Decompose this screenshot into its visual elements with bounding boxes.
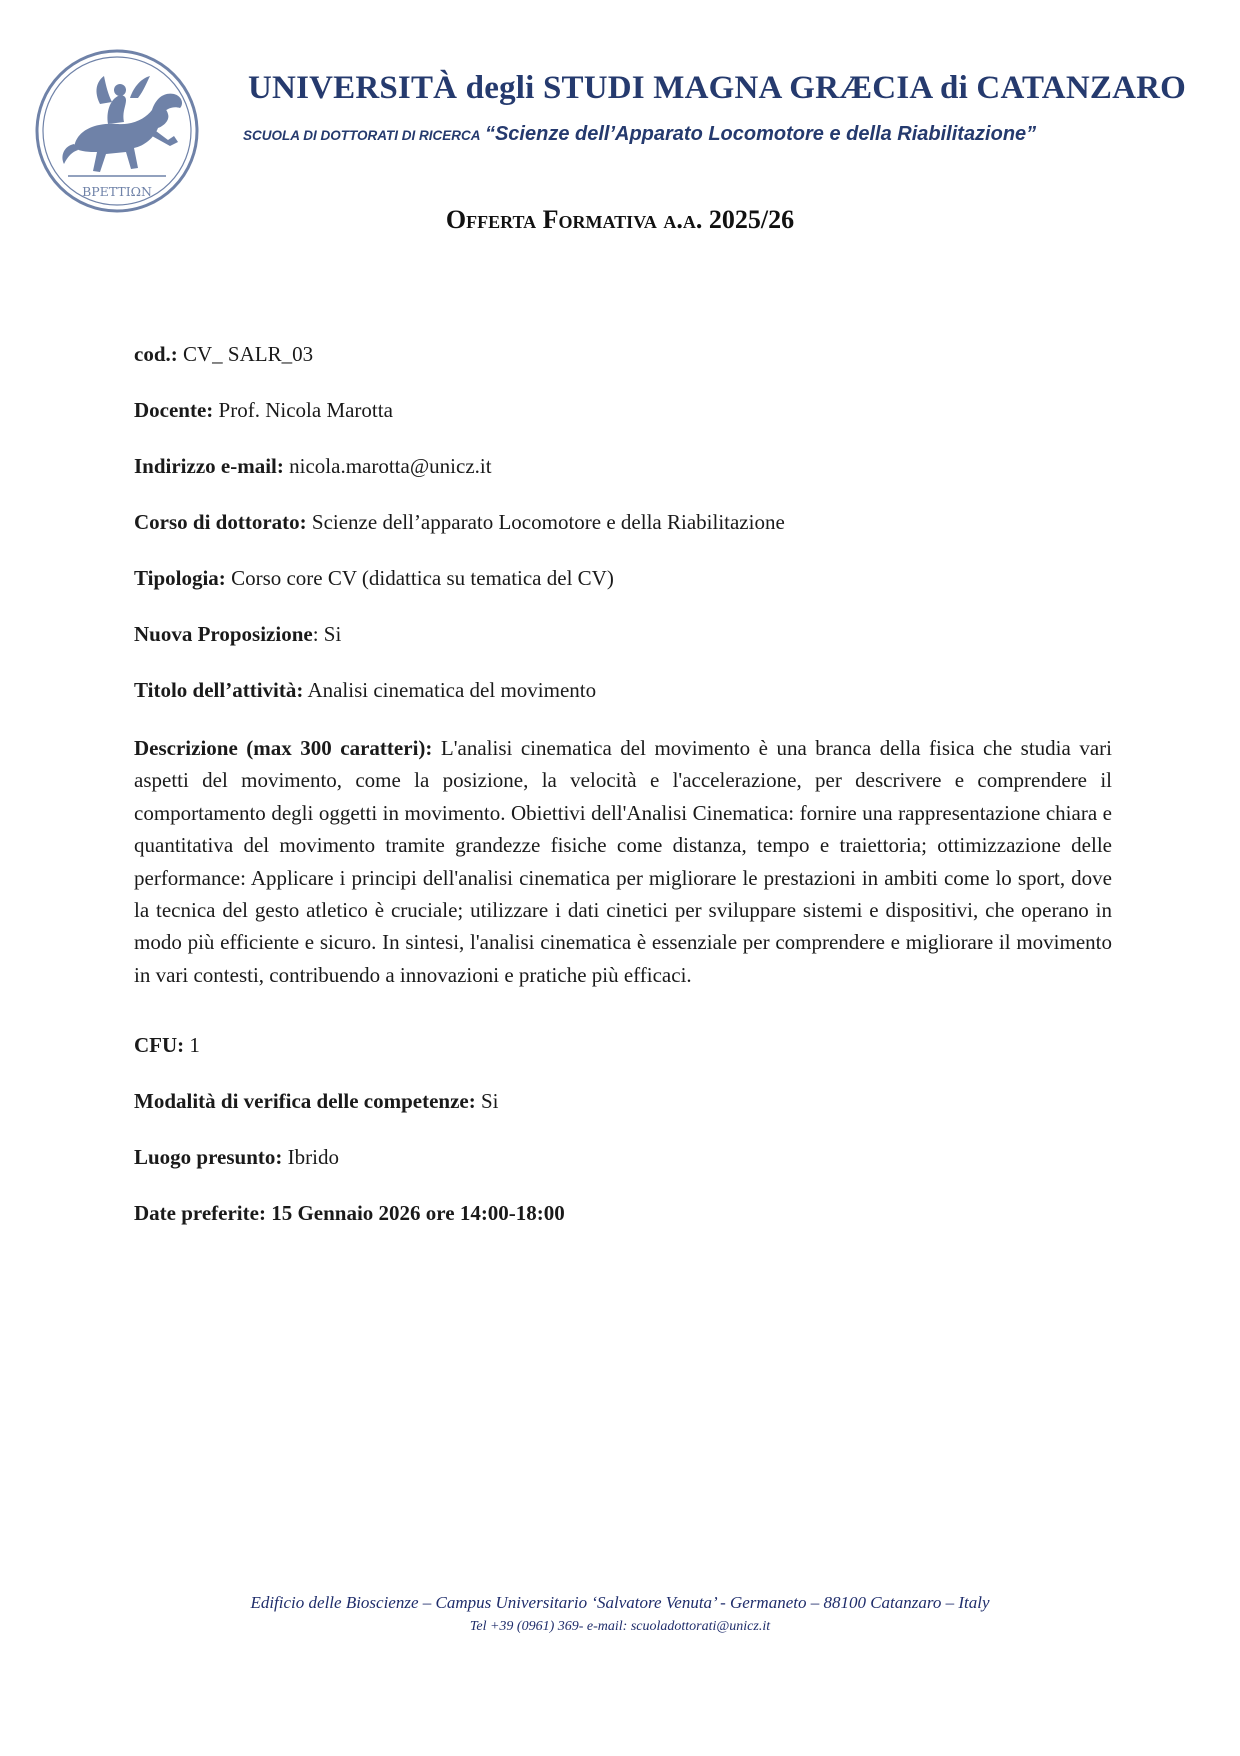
horse-rider-seal-icon [34, 48, 200, 214]
offer-title: Offerta Formativa a.a. 2025/26 [445, 205, 795, 234]
field-email-label: Indirizzo e-mail: [134, 454, 284, 478]
field-email [134, 452, 1112, 481]
field-cfu-label: CFU: [134, 1033, 185, 1058]
field-date-label: Date preferite: [134, 1201, 266, 1226]
footer-contact: Tel +39 (0961) 369- e-mail: scuoladottorati@unicz.it [469, 1619, 771, 1634]
footer-address: Edificio delle Bioscienze – Campus Universitario ‘Salvatore Venuta’ - Germaneto – 88100 Catanzaro – Italy [250, 1593, 990, 1612]
school-line [243, 123, 1223, 146]
logo-caption: BPETTIΩN [82, 184, 152, 199]
field-tipologia-value: Corso core CV (didattica su tematica del CV) [231, 566, 614, 590]
field-date [134, 1199, 1112, 1228]
field-luogo-label: Luogo presunto: [134, 1145, 283, 1170]
school-prefix: SCUOLA DI DOTTORATI DI RICERCA [243, 128, 481, 143]
field-docente-label: Docente: [134, 398, 214, 422]
field-descrizione-label: Descrizione (max 300 caratteri): [134, 736, 433, 760]
field-docente [134, 396, 1112, 425]
field-cod-value: CV_ SALR_03 [183, 342, 314, 366]
field-email-value: nicola.marotta@unicz.it [289, 454, 492, 478]
page-footer [0, 1590, 1240, 1638]
field-corso-value: Scienze dell’apparato Locomotore e della Riabilitazione [311, 510, 785, 534]
field-tipologia-label: Tipologia: [134, 566, 226, 590]
field-descrizione-value: L'analisi cinematica del movimento è una branca della fisica che studia vari aspetti del movimento, come la posizione, la velocità e l'accelerazione, per descrivere e comprendere il comportamento degli oggetti in movimento. Obiettivi dell'Analisi Cinematica: fornire una rappresentazione chiara e quantitativa del movimento tramite grandezze fisiche come distanza, tempo e traiettoria; ottimizzazione delle performance: Applicare i principi dell'analisi cinematica per migliorare le prestazioni in ambiti come lo sport, dove la tecnica del gesto atletico è cruciale; utilizzare i dati cinetici per sviluppare sistemi e dispositivi, che operano in modo più efficiente e sicuro. In sintesi, l'analisi cinematica è essenziale per comprendere e migliorare il movimento in vari contesti, contribuendo a innovazioni e pratiche più efficaci. [134, 736, 1112, 987]
field-luogo-value: Ibrido [287, 1145, 339, 1170]
field-luogo [134, 1143, 1112, 1172]
field-proposizione-value: : Si [312, 622, 342, 646]
field-titolo [134, 676, 1112, 705]
field-titolo-label: Titolo dell’attività: [134, 678, 304, 702]
field-proposizione [134, 620, 1112, 649]
field-verifica-value: Si [480, 1089, 499, 1114]
field-docente-value: Prof. Nicola Marotta [218, 398, 393, 422]
course-details [134, 340, 1112, 1255]
field-cfu-value: 1 [189, 1033, 200, 1058]
field-proposizione-label: Nuova Proposizione [134, 622, 313, 646]
field-date-value: 15 Gennaio 2026 ore 14:00-18:00 [271, 1201, 565, 1226]
field-cod-label: cod.: [134, 342, 178, 366]
field-cfu [134, 1031, 1112, 1060]
school-name: “Scienze dell’Apparato Locomotore e della Riabilitazione” [484, 123, 1037, 145]
university-title: UNIVERSITÀ degli STUDI MAGNA GRÆCIA di CATANZARO [248, 70, 1186, 106]
field-tipologia [134, 564, 1112, 593]
field-corso-label: Corso di dottorato: [134, 510, 307, 534]
field-corso [134, 508, 1112, 537]
field-titolo-value: Analisi cinematica del movimento [307, 678, 597, 702]
field-verifica-label: Modalità di verifica delle competenze: [134, 1089, 476, 1114]
field-cod [134, 340, 1112, 369]
field-verifica [134, 1087, 1112, 1116]
field-descrizione [134, 732, 1112, 991]
university-logo [34, 48, 200, 214]
